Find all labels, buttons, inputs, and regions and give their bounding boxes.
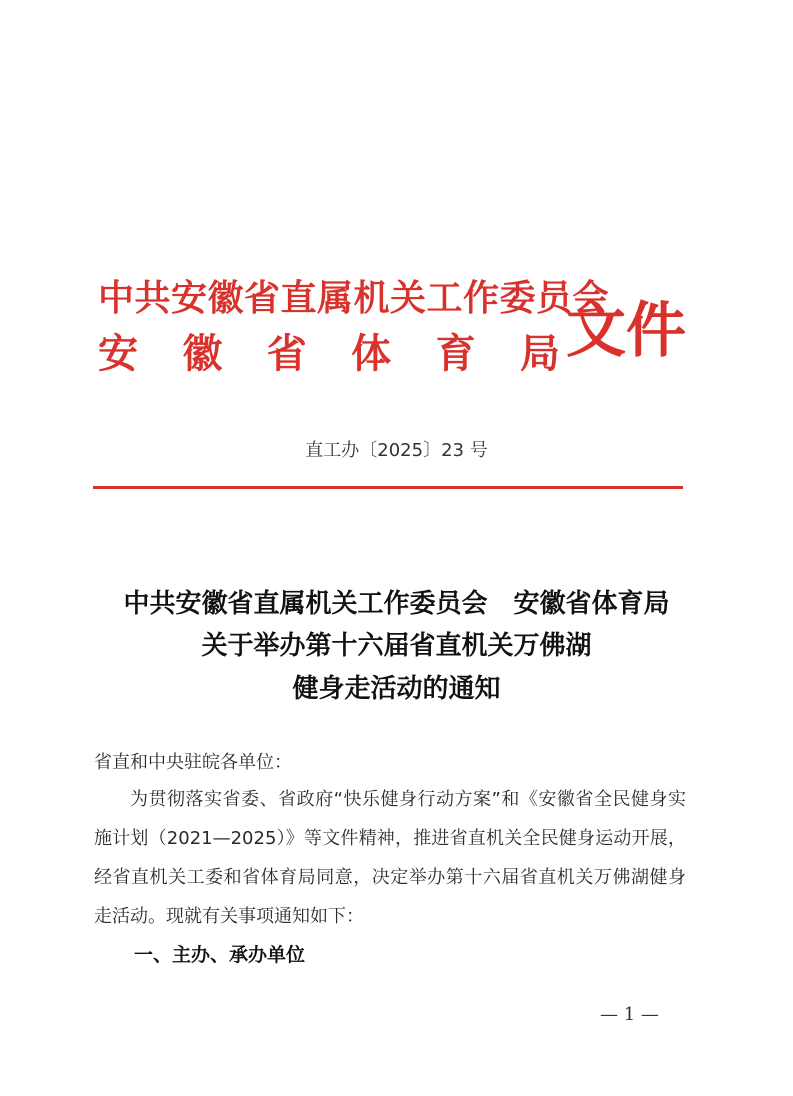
document-title-line-2: 关于举办第十六届省直机关万佛湖 [201,631,592,661]
issuer-2-char: 育 [435,330,476,377]
document-title-line-3: 健身走活动的通知 [292,674,501,704]
red-divider [93,486,683,489]
section-heading: 一、主办、承办单位 [134,944,306,966]
document-number: 直工办〔2025〕23 号 [305,440,488,461]
issuer-2-char: 徽 [182,330,223,377]
body-paragraph: 为贯彻落实省委、省政府“快乐健身行动方案”和《安徽省全民健身实施计划（2021—2025）》等文件精神，推进省直机关全民健身运动开展，经省直机关工委和省体育局同意，决定举办第十六届省直机关万佛湖健身走活动。现就有关事项通知如下： [94,789,686,927]
issuer-2-char: 体 [351,330,392,377]
issuer-2-char: 安 [98,330,138,377]
page-number: — 1 — [600,1004,659,1025]
document-type-label: 文件 [566,296,686,366]
salutation: 省直和中央驻皖各单位： [94,752,292,773]
issuer-name-party-committee: 中共安徽省直属机关工作委员会 [98,277,610,319]
document-title-line-1: 中共安徽省直属机关工作委员会 安徽省体育局 [123,589,670,619]
issuer-2-char: 省 [266,330,307,377]
issuer-name-sports-bureau [98,322,560,379]
issuer-2-char: 局 [519,330,560,377]
